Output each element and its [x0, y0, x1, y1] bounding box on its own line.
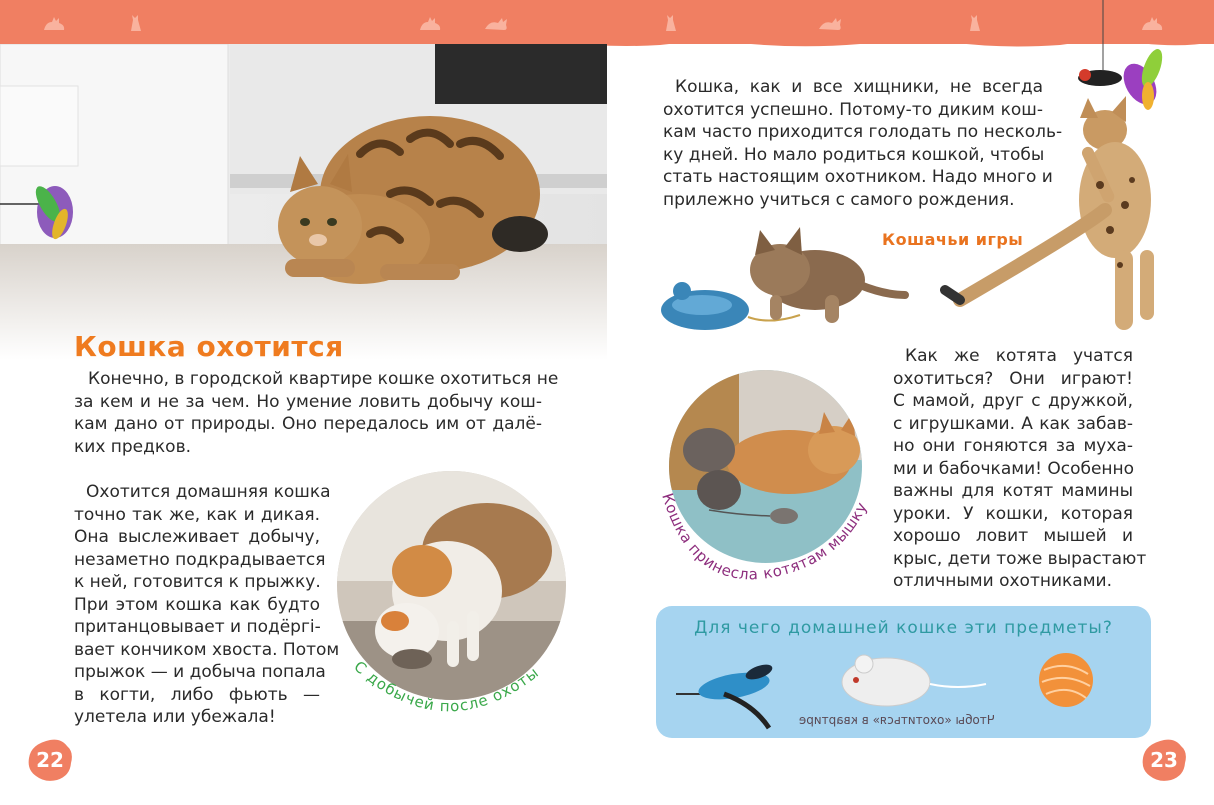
cat-silhouette-icon: [125, 14, 151, 32]
text-line: Охотится домашняя кошка: [86, 482, 331, 502]
cat-silhouette-icon: [42, 14, 68, 32]
text-line: Конечно, в городской квартире кошке охотиться не: [88, 369, 559, 389]
text-line: крыс, дети тоже вырастают: [893, 548, 1147, 569]
text-line: уроки. У кошки, которая: [893, 503, 1133, 524]
games-label: Кошачьи игры: [882, 230, 1024, 249]
text-line: незаметно подкрадывается: [74, 549, 326, 570]
text-line: прыжок — и добыча попала: [74, 662, 326, 682]
page-number-left: [27, 738, 73, 782]
text-line: вает кончиком хвоста. Потом: [74, 639, 340, 660]
toy-mouse-icon: [838, 650, 988, 710]
text-line: к ней, готовится к прыжку.: [74, 572, 321, 592]
cat-silhouette-icon: [818, 14, 844, 32]
text-line: охотится успешно. Потому-то диким кош-: [663, 99, 1043, 120]
page-title: Кошка охотится: [74, 330, 344, 363]
right-caption-text: Кошка принесла котятам мышку: [658, 490, 871, 584]
text-line: отличными охотниками.: [893, 571, 1112, 591]
question-title: Для чего домашней кошке эти предметы?: [694, 618, 1113, 638]
page-number-text: 22: [36, 748, 64, 772]
text-line: важны для котят мамины: [893, 481, 1133, 501]
text-line: за кем и не за чем. Но умение ловить добычу кош-: [74, 391, 542, 412]
text-line: ми и бабочками! Особенно: [893, 458, 1135, 479]
text-line: но они гоняются за муха-: [893, 436, 1133, 456]
text-line: При этом кошка как будто: [74, 594, 320, 615]
text-line: Как же котята учатся: [905, 346, 1133, 366]
text-line: с игрушками. А как забав-: [893, 413, 1133, 434]
hunting-cat-photo: [0, 44, 607, 360]
right-photo-caption: [650, 360, 890, 600]
text-line: кам дано от природы. Оно передалось им от далё-: [74, 414, 542, 434]
right-paragraph-2: [893, 345, 1147, 593]
text-line: ких предков.: [74, 436, 191, 457]
text-line: точно так же, как и дикая.: [74, 504, 320, 525]
kitten-with-toy-mouse-illustration: [660, 225, 910, 335]
text-line: Она выслеживает добычу,: [74, 527, 320, 547]
text-line: в когти, либо фьють —: [74, 684, 320, 705]
cat-silhouette-icon: [660, 14, 686, 32]
text-line: прилежно учиться с самого рождения.: [663, 189, 1015, 210]
svg-text:Кошка принесла котятам мышку: [658, 491, 871, 583]
text-line: ку дней. Но мало родиться кошкой, чтобы: [663, 144, 1045, 165]
mirrored-answer: Чтобы «охотиться» в квартире: [798, 713, 995, 727]
svg-text:С добычей после охоты: [350, 657, 542, 715]
left-caption-text: С добычей после охоты: [350, 657, 543, 716]
left-paragraph-1: [74, 368, 559, 458]
text-line: охотиться? Они играют!: [893, 368, 1133, 389]
left-photo-caption: [330, 470, 580, 730]
text-line: кам часто приходится голодать по несколь-: [663, 122, 1063, 142]
page-number-right: [1141, 738, 1187, 782]
text-line: стать настоящим охотником. Надо много и: [663, 167, 1053, 187]
yarn-ball-icon: [1036, 650, 1096, 710]
cat-silhouette-icon: [418, 14, 444, 32]
left-paragraph-2: [74, 481, 340, 729]
text-line: Кошка, как и все хищники, не всегда: [675, 77, 1043, 97]
page-number-text: 23: [1150, 748, 1178, 772]
cat-silhouette-icon: [484, 14, 510, 32]
text-line: улетела или убежала!: [74, 707, 276, 727]
jumping-kitten-illustration: [940, 0, 1170, 345]
text-line: С мамой, друг с дружкой,: [893, 391, 1133, 411]
text-line: хорошо ловит мышей и: [893, 526, 1133, 546]
text-line: пританцовывает и подёргі-: [74, 617, 321, 637]
feather-teaser-icon: [674, 650, 784, 730]
